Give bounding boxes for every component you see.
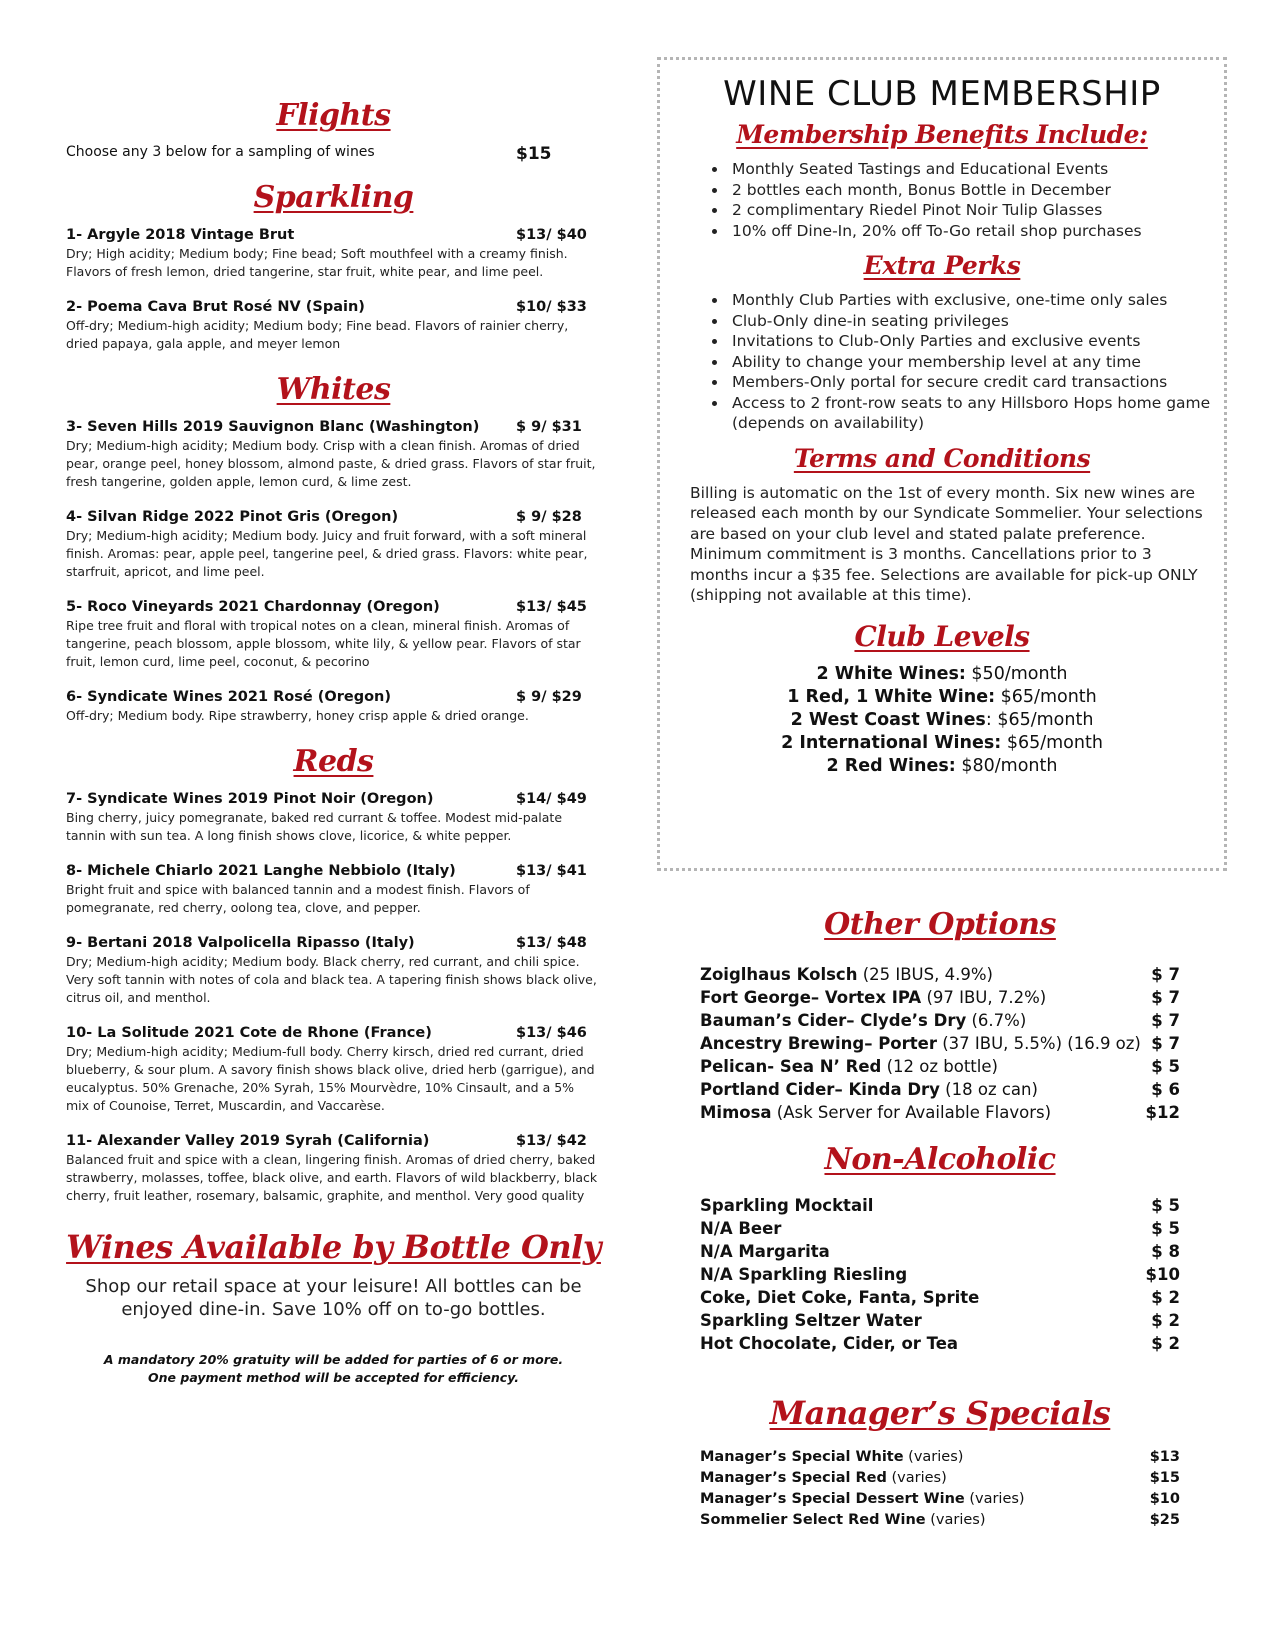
drink-name: Portland Cider– Kinda Dry [700,1080,940,1099]
wine-price: $ 9/ $28 [516,509,582,525]
other-options-heading: Other Options [824,907,1056,942]
drink-row [700,1194,1180,1217]
drink-price: $ 2 [1151,1288,1180,1307]
wine-description: Off-dry; Medium-high acidity; Medium body; Fine bead. Flavors of rainier cherry, dried papaya, gala apple, and meyer lemon [66,318,569,351]
wine-item [66,934,601,1007]
drink-label [700,1032,1141,1055]
flights-row [66,144,601,164]
bullet-item: • 10% off Dine-In, 20% off To-Go retail shop purchases [728,221,1224,242]
drink-name: Hot Chocolate, Cider, or Tea [700,1334,959,1353]
wine-head [66,598,601,617]
drink-name: Mimosa [700,1103,772,1122]
drink-row [700,1055,1180,1078]
drink-name: Manager’s Special Red [700,1470,887,1486]
wine-head [66,688,601,707]
bullet-item: • Ability to change your membership level at any time [728,352,1224,373]
wine-name: 2- Poema Cava Brut Rosé NV (Spain) [66,299,365,315]
bullet-item: • Access to 2 front-row seats to any Hillsboro Hops home game (depends on availability) [728,393,1224,434]
perks-list [660,290,1224,434]
wine-item [66,790,601,845]
wine-item [66,862,601,917]
wine-price: $13/ $41 [516,863,587,879]
wine-price: $13/ $45 [516,599,587,615]
drink-name: Manager’s Special Dessert Wine [700,1491,965,1507]
reds-list [66,790,601,1205]
wine-description: Dry; Medium-high acidity; Medium body. Juicy and fruit forward, with a soft mineral finish. Aromas: pear, apple peel, tangerine peel, & dried grass. Flavors: white pear, starfruit, apricot, and lime peel. [66,528,588,579]
wine-price: $13/ $42 [516,1133,587,1149]
wine-description: Balanced fruit and spice with a clean, lingering finish. Aromas of dried cherry, baked strawberry, molasses, toffee, black olive, and earth. Flavors of wild blackberry, black cherry, fruit leather, rosemary, balsamic, graphite, and menthol. Very good quality [66,1152,598,1203]
managers-specials-section [700,1393,1180,1531]
club-level-price: $65/month [995,686,1097,707]
drink-detail: (25 IBUS, 4.9%) [857,965,993,984]
other-options-list [700,963,1180,1124]
wine-price: $13/ $46 [516,1025,587,1041]
wine-description: Bright fruit and spice with balanced tannin and a modest finish. Flavors of pomegranate, red cherry, oolong tea, clove, and pepper. [66,882,530,915]
drink-name: Sommelier Select Red Wine [700,1512,926,1528]
drink-label [700,1510,986,1531]
wine-description: Off-dry; Medium body. Ripe strawberry, honey crisp apple & dried orange. [66,708,529,723]
wine-price: $10/ $33 [516,299,587,315]
club-level-price: : $65/month [985,709,1094,730]
wine-name: 11- Alexander Valley 2019 Syrah (California) [66,1133,430,1149]
wine-name: 5- Roco Vineyards 2021 Chardonnay (Oregon) [66,599,440,615]
wine-description: Dry; Medium-high acidity; Medium-full body. Cherry kirsch, dried red currant, dried blueberry, & sour plum. A savory finish shows black olive, dried herb (garrigue), and eucalyptus. 50% Grenache, 20% Syrah, 15% Mourvèdre, 10% Cinsault, and a 5% mix of Counoise, Terret, Muscardin, and Vaccarèse. [66,1044,595,1113]
club-level-row [660,663,1224,686]
drink-name: Manager’s Special White [700,1449,904,1465]
drink-label [700,1009,1026,1032]
levels-heading: Club Levels [854,619,1030,653]
levels-list [660,663,1224,778]
managers-specials-heading: Manager’s Specials [769,1394,1111,1432]
wine-price: $14/ $49 [516,791,587,807]
bullet-item: • 2 bottles each month, Bonus Bottle in December [728,180,1224,201]
drink-label [700,1055,998,1078]
wine-head [66,226,601,245]
wine-price: $13/ $48 [516,935,587,951]
drink-row [700,1078,1180,1101]
drink-detail: (Ask Server for Available Flavors) [771,1103,1052,1122]
drink-label [700,1286,979,1309]
drink-row [700,1510,1180,1531]
wine-head [66,418,601,437]
drink-price: $ 8 [1151,1242,1180,1261]
club-level-price: $65/month [1001,732,1103,753]
club-level-name: 2 International Wines: [781,732,1002,753]
wine-item [66,298,601,353]
drink-label [700,1263,907,1286]
drink-row [700,1286,1180,1309]
bullet-item: • Members-Only portal for secure credit card transactions [728,372,1224,393]
wine-description: Dry; High acidity; Medium body; Fine bead; Soft mouthfeel with a creamy finish. Flavors of fresh lemon, dried tangerine, star fruit, white pear, and lime peel. [66,246,568,279]
club-level-name: 1 Red, 1 White Wine: [787,686,996,707]
bullet-item: • Monthly Club Parties with exclusive, one-time only sales [728,290,1224,311]
drink-row [700,1309,1180,1332]
drink-price: $10 [1149,1491,1180,1507]
drink-name: N/A Sparkling Riesling [700,1265,908,1284]
drink-price: $ 7 [1151,988,1180,1007]
drink-label [700,1332,958,1355]
drink-price: $13 [1149,1449,1180,1465]
benefits-list [660,159,1224,241]
terms-heading: Terms and Conditions [793,443,1091,473]
drink-row [700,963,1180,986]
drink-name: N/A Margarita [700,1242,830,1261]
non-alcoholic-heading: Non-Alcoholic [824,1142,1056,1177]
club-level-name: 2 Red Wines: [826,755,956,776]
drink-price: $ 7 [1151,1011,1180,1030]
wine-name: 7- Syndicate Wines 2019 Pinot Noir (Oregon) [66,791,434,807]
wine-description: Bing cherry, juicy pomegranate, baked red currant & toffee. Modest mid-palate tannin with sun tea. A long finish shows clove, licorice, & white pepper. [66,810,563,843]
drink-row [700,1032,1180,1055]
club-title: WINE CLUB MEMBERSHIP [723,74,1161,114]
wine-head [66,1024,601,1043]
drink-price: $12 [1145,1103,1180,1122]
drink-price: $ 2 [1151,1334,1180,1353]
sparkling-list [66,226,601,353]
drink-row [700,1240,1180,1263]
drink-row [700,1263,1180,1286]
drink-price: $ 2 [1151,1311,1180,1330]
drink-name: Fort George– Vortex IPA [700,988,922,1007]
drink-row [700,1101,1180,1124]
wine-list-column [66,96,601,1387]
drink-detail: (varies) [925,1512,986,1528]
drink-name: Sparkling Mocktail [700,1196,874,1215]
bullet-item: • 2 complimentary Riedel Pinot Noir Tulip Glasses [728,200,1224,221]
drink-row [700,1489,1180,1510]
drink-row [700,1009,1180,1032]
drink-label [700,1078,1038,1101]
drink-price: $ 5 [1151,1219,1180,1238]
wine-item [66,1024,601,1115]
benefits-heading: Membership Benefits Include: [736,120,1148,149]
wine-head [66,298,601,317]
wine-head [66,934,601,953]
drink-label [700,1217,781,1240]
drink-price: $ 5 [1151,1057,1180,1076]
wine-club-box [657,57,1227,871]
drink-label [700,1309,922,1332]
wine-head [66,1132,601,1151]
drink-price: $15 [1149,1470,1180,1486]
drink-name: Sparkling Seltzer Water [700,1311,922,1330]
wine-name: 6- Syndicate Wines 2021 Rosé (Oregon) [66,689,391,705]
wine-description: Dry; Medium-high acidity; Medium body. Crisp with a clean finish. Aromas of dried pear, orange peel, honey blossom, almond paste, & dried grass. Flavors of star fruit, fresh tangerine, golden apple, lemon curd, & lime zest. [66,438,596,489]
drink-row [700,1332,1180,1355]
wine-price: $ 9/ $29 [516,689,582,705]
drink-row [700,986,1180,1009]
drink-label [700,963,993,986]
club-level-row [660,686,1224,709]
bullet-item: • Club-Only dine-in seating privileges [728,311,1224,332]
club-level-price: $80/month [955,755,1058,776]
wine-name: 3- Seven Hills 2019 Sauvignon Blanc (Washington) [66,419,480,435]
wine-item [66,508,601,581]
wine-item [66,598,601,671]
wine-price: $13/ $40 [516,227,587,243]
managers-specials-list [700,1447,1180,1531]
flights-text: Choose any 3 below for a sampling of wines [66,144,375,160]
reds-heading: Reds [293,744,374,779]
club-level-row [660,709,1224,732]
drink-detail: (12 oz bottle) [881,1057,998,1076]
terms-text: Billing is automatic on the 1st of every month. Six new wines are released each month by our Syndicate Sommelier. Your selections are based on your club level and stated palate preference. Minimum commitment is 3 months. Cancellations prior to 3 months incur a $35 fee. Selections are available for pick-up ONLY (shipping not available at this time). [690,483,1203,604]
drink-label [700,1489,1025,1510]
wine-price: $ 9/ $31 [516,419,582,435]
whites-heading: Whites [276,372,391,407]
perks-heading: Extra Perks [863,251,1021,280]
wine-head [66,508,601,527]
gratuity-note: A mandatory 20% gratuity will be added for parties of 6 or more. [103,1352,564,1367]
drink-name: Ancestry Brewing– Porter [700,1034,937,1053]
wine-name: 10- La Solitude 2021 Cote de Rhone (France) [66,1025,432,1041]
wine-item [66,226,601,281]
bullet-item: • Monthly Seated Tastings and Educational Events [728,159,1224,180]
other-options-section [700,905,1180,1124]
wine-head [66,790,601,809]
drink-price: $ 6 [1151,1080,1180,1099]
drink-detail: (varies) [886,1470,947,1486]
drink-price: $10 [1145,1265,1180,1284]
drink-label [700,1194,873,1217]
drink-detail: (37 IBU, 5.5%) (16.9 oz) [936,1034,1141,1053]
wine-name: 8- Michele Chiarlo 2021 Langhe Nebbiolo (Italy) [66,863,456,879]
drink-detail: (97 IBU, 7.2%) [921,988,1047,1007]
drink-label [700,986,1046,1009]
wine-item [66,418,601,491]
club-level-row [660,755,1224,778]
wine-description: Dry; Medium-high acidity; Medium body. Black cherry, red currant, and chili spice. Very soft tannin with notes of cola and black tea. A tapering finish shows black olive, citrus oil, and menthol. [66,954,597,1005]
drink-name: Pelican- Sea N’ Red [700,1057,882,1076]
club-level-name: 2 West Coast Wines [790,709,986,730]
drink-label [700,1101,1051,1124]
drink-row [700,1468,1180,1489]
drink-row [700,1217,1180,1240]
drink-price: $ 7 [1151,1034,1180,1053]
wine-item [66,1132,601,1205]
flights-heading: Flights [276,98,391,133]
drink-price: $25 [1149,1512,1180,1528]
sparkling-heading: Sparkling [253,180,414,215]
drink-label [700,1240,830,1263]
bottle-only-text: Shop our retail space at your leisure! All bottles can be enjoyed dine-in. Save 10% off on to-go bottles. [85,1276,582,1320]
drink-label [700,1447,963,1468]
non-alcoholic-list [700,1194,1180,1355]
club-level-name: 2 White Wines: [816,663,966,684]
wine-name: 1- Argyle 2018 Vintage Brut [66,227,295,243]
wine-item [66,688,601,725]
drink-detail: (6.7%) [966,1011,1027,1030]
wine-name: 9- Bertani 2018 Valpolicella Ripasso (Italy) [66,935,415,951]
drink-name: Bauman’s Cider– Clyde’s Dry [700,1011,967,1030]
drink-row [700,1447,1180,1468]
club-level-price: $50/month [965,663,1068,684]
drink-name: Coke, Diet Coke, Fanta, Sprite [700,1288,980,1307]
wine-description: Ripe tree fruit and floral with tropical notes on a clean, mineral finish. Aromas of tangerine, peach blossom, apple blossom, white lily, & yellow pear. Flavors of star fruit, lemon curd, lime peel, coconut, & pecorino [66,618,581,669]
club-level-row [660,732,1224,755]
bullet-item: • Invitations to Club-Only Parties and exclusive events [728,331,1224,352]
whites-list [66,418,601,725]
flights-price: $15 [516,144,552,164]
drink-name: Zoiglhaus Kolsch [700,965,858,984]
drink-detail: (18 oz can) [939,1080,1038,1099]
wine-head [66,862,601,881]
wine-name: 4- Silvan Ridge 2022 Pinot Gris (Oregon) [66,509,399,525]
drink-price: $ 7 [1151,965,1180,984]
drink-detail: (varies) [964,1491,1025,1507]
drink-price: $ 5 [1151,1196,1180,1215]
drink-name: N/A Beer [700,1219,782,1238]
bottle-only-heading: Wines Available by Bottle Only [66,1228,601,1266]
drink-label [700,1468,947,1489]
payment-note: One payment method will be accepted for efficiency. [148,1370,519,1385]
non-alcoholic-section [700,1140,1180,1355]
drink-detail: (varies) [903,1449,964,1465]
